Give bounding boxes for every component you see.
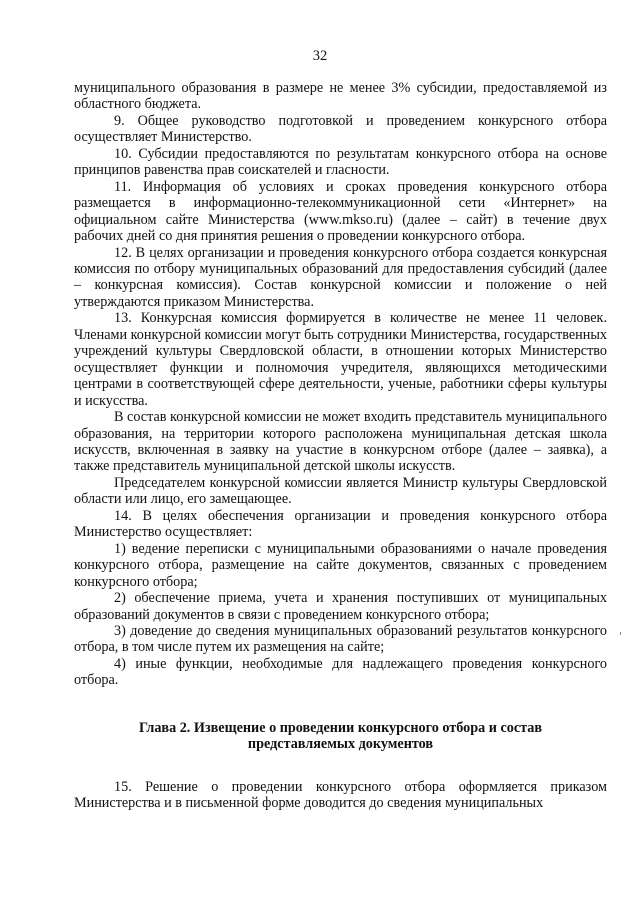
document-body: [74, 80, 607, 812]
paragraph-continuation: муниципального образования в размере не менее 3% субсидии, предоставляемой из областного бюджета.: [74, 80, 607, 113]
paragraph-14-item-4: 4) иные функции, необходимые для надлежащего проведения конкурсного отбора.: [74, 655, 607, 689]
paragraph-13-chairman: Председателем конкурсной комиссии является Министр культуры Свердловской области или лицо, его замещающее.: [74, 474, 607, 508]
page-number: 32: [312, 48, 328, 64]
paragraph-13: 13. Конкурсная комиссия формируется в количестве не менее 11 человек. Членами конкурсной комиссии могут быть сотрудники Министерства, государственных учреждений культуры Свердловской области, в отношении которых Министерство осуществляет функции и полномочия учредителя, являющихся методическими центрами в соответствующей сфере деятельности, ученые, работники сферы культуры и искусства.: [74, 310, 607, 409]
scan-artifact: [620, 632, 621, 635]
paragraph-15: 15. Решение о проведении конкурсного отбора оформляется приказом Министерства и в письменной форме доводится до сведения муниципальных: [74, 778, 607, 812]
paragraph-13-composition: В состав конкурсной комиссии не может входить представитель муниципального образования, на территории которого расположена муниципальная детская школа искусств, включенная в заявку на участие в конкурсном отборе (далее – заявка), а также представитель муниципальной детской школы искусств.: [74, 409, 607, 475]
paragraph-14: 14. В целях обеспечения организации и проведения конкурсного отбора Министерство осуществляет:: [74, 507, 607, 541]
paragraph-12: 12. В целях организации и проведения конкурсного отбора создается конкурсная комиссия по отбору муниципальных образований для предоставления субсидий (далее – конкурсная комиссия). Состав конкурсной комиссии и положение о ней утверждаются приказом Министерства.: [74, 244, 607, 310]
paragraph-14-item-2: 2) обеспечение приема, учета и хранения поступивших от муниципальных образований документов в связи с проведением конкурсного отбора;: [74, 590, 607, 623]
paragraph-11: 11. Информация об условиях и сроках проведения конкурсного отбора размещается в информационно-телекоммуникационной сети «Интернет» на официальном сайте Министерства (www.mkso.ru) (далее – сайт) в течение двух рабочих дней со дня принятия решения о проведении конкурсного отбора.: [74, 178, 607, 245]
paragraph-14-item-1: 1) ведение переписки с муниципальными образованиями о начале проведения конкурсного отбора, размещение на сайте документов, связанных с проведением конкурсного отбора;: [74, 540, 607, 590]
paragraph-10: 10. Субсидии предоставляются по результатам конкурсного отбора на основе принципов равенства прав соискателей и гласности.: [74, 145, 607, 179]
paragraph-14-item-3: 3) доведение до сведения муниципальных образований результатов конкурсного отбора, в том числе путем их размещения на сайте;: [74, 622, 607, 656]
paragraph-9: 9. Общее руководство подготовкой и проведением конкурсного отбора осуществляет Министерство.: [74, 112, 607, 146]
chapter-2-heading: Глава 2. Извещение о проведении конкурсного отбора и состав представляемых документов: [138, 719, 543, 753]
